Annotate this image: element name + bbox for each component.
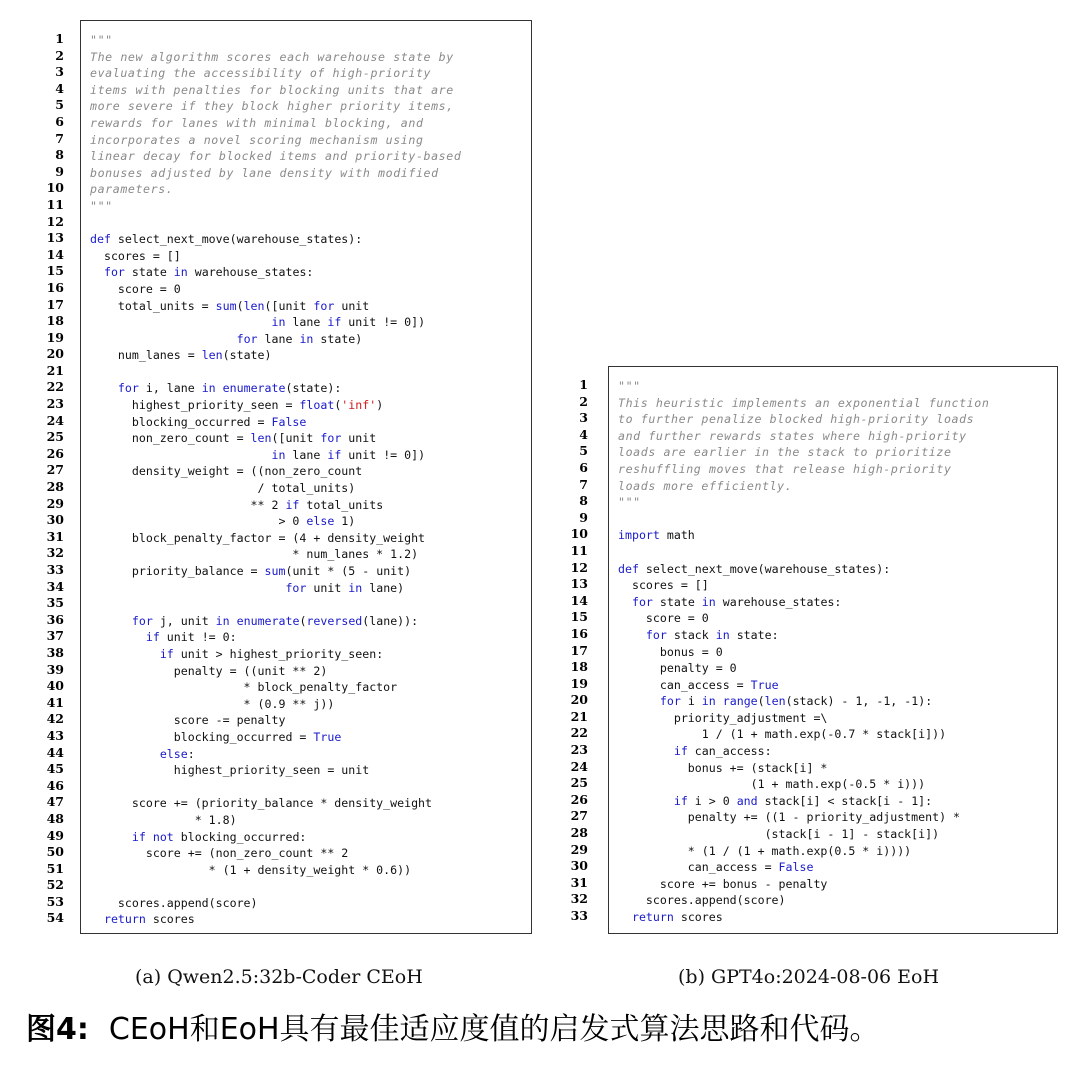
panel_a-code-line: score += (priority_balance * density_weight xyxy=(90,796,433,811)
panel_b-code-line: 1 / (1 + math.exp(-0.7 * stack[i])) xyxy=(618,727,947,742)
panel_a-code-line: score = 0 xyxy=(90,281,181,296)
panel_a-code-line: if not blocking_occurred: xyxy=(131,829,307,844)
caption-a: (a) Qwen2.5:32b-Coder CEoH xyxy=(135,966,423,988)
panel_a-code-line: scores = [] xyxy=(90,248,181,263)
panel_a-code-line: if unit > highest_priority_seen: xyxy=(159,646,384,661)
panel_a-code-line: items with penalties for blocking units that are xyxy=(90,82,454,97)
panel_a-code-line: non_zero_count = len([unit for unit xyxy=(90,431,377,446)
panel_a-code-line: ** 2 if total_units xyxy=(90,497,384,512)
code-box-a xyxy=(80,20,532,934)
panel_a-code-line: in lane if unit != 0]) xyxy=(271,447,426,462)
panel_b-code-line: bonus += (stack[i] * xyxy=(618,760,828,775)
panel_a-code-line: incorporates a novel scoring mechanism using xyxy=(90,132,424,147)
figure-caption-text: CEoH和EoH具有最佳适应度值的启发式算法思路和代码。 xyxy=(108,1012,880,1047)
panel_b-code-line: priority_adjustment =\ xyxy=(618,710,828,725)
figure-label: 图4: xyxy=(26,1012,89,1047)
panel_a-code-line: evaluating the accessibility of high-priority xyxy=(90,66,432,81)
panel_a-code-line: def select_next_move(warehouse_states): xyxy=(90,232,363,247)
panel_a-code-line: * block_penalty_factor xyxy=(90,680,398,695)
panel_a-code-line: for i, lane in enumerate(state): xyxy=(117,381,342,396)
panel_b-code-line: loads more efficiently. xyxy=(618,478,793,493)
line-numbers-b: 1 2 3 4 5 6 7 8 9 10 11 12 13 14 15 16 17 18 19 20 21 22 23 24 25 26 27 28 29 30 31 32 33 xyxy=(570,377,588,923)
panel_b-code-line: penalty += ((1 - priority_adjustment) * xyxy=(618,810,961,825)
panel_a-code-line: parameters. xyxy=(90,182,174,197)
panel_a-code-line: total_units = sum(len([unit for unit xyxy=(90,298,370,313)
panel_a-code-line: scores.append(score) xyxy=(90,895,258,910)
panel_b-code-line: score += bonus - penalty xyxy=(618,876,828,891)
panel_b-code-line: """ xyxy=(618,379,641,393)
panel_a-code-line: The new algorithm scores each warehouse state by xyxy=(90,49,454,64)
panel_b-code-line: bonus = 0 xyxy=(618,644,723,659)
panel_b-code-line: (1 + math.exp(-0.5 * i))) xyxy=(618,777,926,792)
panel_a-code-line: * (1 + density_weight * 0.6)) xyxy=(90,862,412,877)
panel_a-code-line: else: xyxy=(159,746,195,761)
code-box-b xyxy=(608,366,1058,934)
panel-a xyxy=(26,20,532,934)
panel_b-code-line: for i in range(len(stack) - 1, -1, -1): xyxy=(659,694,933,709)
panel_b-code-line: penalty = 0 xyxy=(618,661,737,676)
panel-b xyxy=(556,366,1058,934)
panel_a-code-line: blocking_occurred = False xyxy=(90,414,307,429)
panel_a-code-line: linear decay for blocked items and priority-based xyxy=(90,149,462,164)
panel_a-code-line: in lane if unit != 0]) xyxy=(271,315,426,330)
panel_a-code-line: for state in warehouse_states: xyxy=(103,265,314,280)
panel_b-code-line: can_access = True xyxy=(618,677,779,692)
panel_a-code-line: rewards for lanes with minimal blocking, and xyxy=(90,115,424,130)
panel_a-code-line: """ xyxy=(90,198,113,213)
panel_a-code-line: """ xyxy=(90,33,113,47)
panel_b-code-line: for stack in state: xyxy=(645,627,779,642)
panel_a-code-line: bonuses adjusted by lane density with modified xyxy=(90,165,439,180)
panel_a-code-line: for unit in lane) xyxy=(285,580,405,595)
panel_a-code-line: score += (non_zero_count ** 2 xyxy=(90,846,349,861)
panel_a-code-line: highest_priority_seen = unit xyxy=(90,763,370,778)
panel_b-code-line: for state in warehouse_states: xyxy=(631,594,842,609)
panel_b-code-line: loads are earlier in the stack to prioritize xyxy=(618,445,952,460)
panel_a-code-line: if unit != 0: xyxy=(145,630,237,645)
panel_b-code-line: * (1 / (1 + math.exp(0.5 * i)))) xyxy=(618,843,912,858)
panel_b-code-line: """ xyxy=(618,495,641,510)
caption-b: (b) GPT4o:2024-08-06 EoH xyxy=(678,966,940,988)
code-listing-b xyxy=(618,378,989,926)
panel_b-code-line: to further penalize blocked high-priority loads xyxy=(618,412,975,427)
panel_b-code-line: and further rewards states where high-priority xyxy=(618,428,967,443)
panel_a-code-line: * (0.9 ** j)) xyxy=(90,696,335,711)
panel_b-code-line: import math xyxy=(618,528,695,543)
panel_a-code-line: density_weight = ((non_zero_count xyxy=(90,464,363,479)
panel_a-code-line: block_penalty_factor = (4 + density_weight xyxy=(90,530,426,545)
panel_a-code-line: > 0 else 1) xyxy=(90,514,356,529)
panel_b-code-line: scores = [] xyxy=(618,578,709,593)
panel_b-code-line: if can_access: xyxy=(673,744,772,759)
panel_a-code-line: num_lanes = len(state) xyxy=(90,348,272,363)
panel_a-code-line: more severe if they block higher priority items, xyxy=(90,99,454,114)
panel_a-code-line: * 1.8) xyxy=(90,812,237,827)
panel_a-code-line: / total_units) xyxy=(90,481,356,496)
figure-caption xyxy=(26,1004,880,1048)
panel_a-code-line: priority_balance = sum(unit * (5 - unit) xyxy=(90,564,412,578)
panel_b-code-line: can_access = False xyxy=(618,860,814,875)
panel_a-code-line: highest_priority_seen = float('inf') xyxy=(90,398,384,413)
panel_a-code-line: for j, unit in enumerate(reversed(lane)): xyxy=(131,613,419,628)
panel_a-code-line: * num_lanes * 1.2) xyxy=(90,547,419,562)
panel_b-code-line: This heuristic implements an exponential function xyxy=(618,395,990,410)
panel_a-code-line: score -= penalty xyxy=(90,713,286,728)
panel_b-code-line: return scores xyxy=(631,910,723,924)
panel_b-code-line: score = 0 xyxy=(618,611,709,626)
code-listing-a xyxy=(90,32,461,928)
panel_a-code-line: for lane in state) xyxy=(236,331,363,346)
panel_b-code-line: scores.append(score) xyxy=(618,893,786,908)
panel_a-code-line: penalty = ((unit ** 2) xyxy=(90,663,328,678)
panel_a-code-line: return scores xyxy=(103,912,195,927)
line-numbers-a: 1 2 3 4 5 6 7 8 9 10 11 12 13 14 15 16 17 18 19 20 21 22 23 24 25 26 27 28 29 30 31 32 33 34 35 36 37 38 39 40 41 42 43 44 45 46 47 48 49 50 51 52 53 54 xyxy=(46,31,64,926)
panel_a-code-line: blocking_occurred = True xyxy=(90,729,342,744)
panel_b-code-line: reshuffling moves that release high-priority xyxy=(618,461,952,476)
panel_b-code-line: (stack[i - 1] - stack[i]) xyxy=(618,827,940,842)
panel_b-code-line: def select_next_move(warehouse_states): xyxy=(618,561,891,576)
panel_b-code-line: if i > 0 and stack[i] < stack[i - 1]: xyxy=(673,793,933,808)
